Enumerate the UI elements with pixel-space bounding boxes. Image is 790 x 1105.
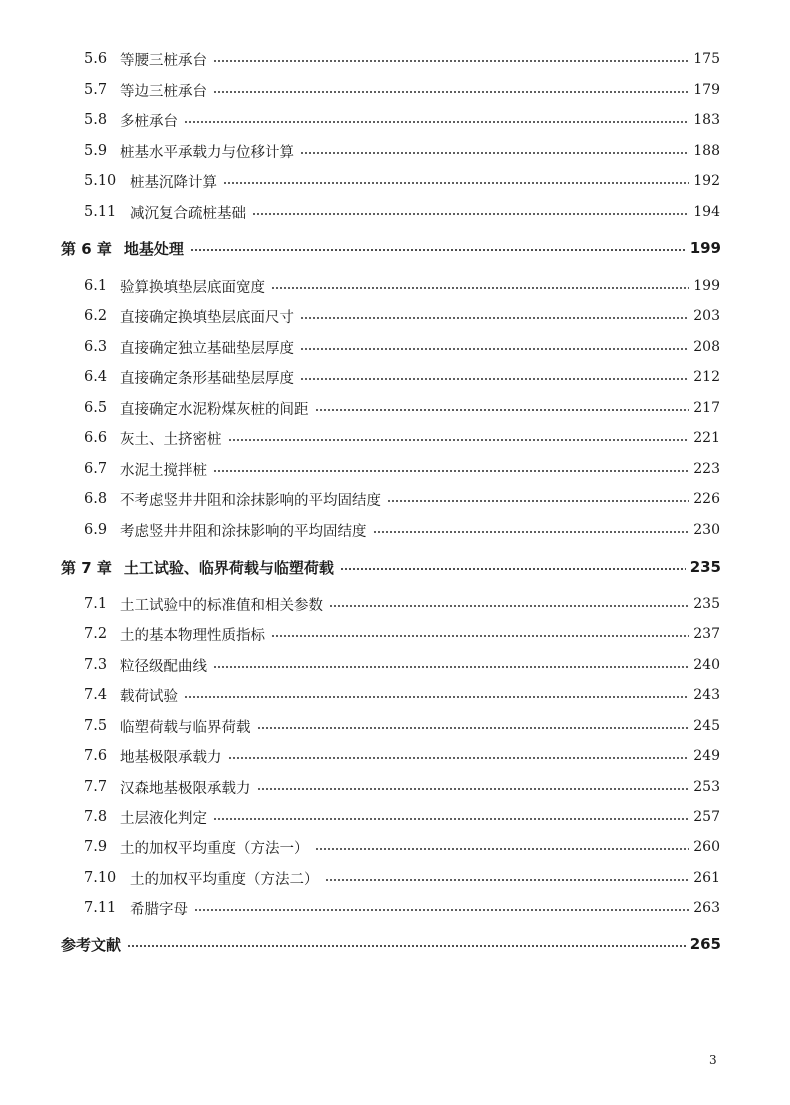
dot-leader [252, 213, 689, 215]
section-title: 土的加权平均重度（方法一） [120, 840, 309, 857]
toc-entry[interactable] [84, 805, 720, 829]
page-number: 221 [693, 430, 720, 446]
page-number: 223 [693, 461, 720, 477]
toc-entry[interactable] [84, 775, 720, 799]
section-title: 考虑竖井井阻和涂抹影响的平均固结度 [120, 523, 367, 540]
page-number: 245 [693, 718, 720, 734]
section-title: 桩基沉降计算 [130, 174, 217, 191]
toc-entry[interactable] [84, 335, 720, 359]
dot-leader [213, 818, 689, 820]
dot-leader [329, 605, 689, 607]
toc-entry[interactable] [84, 457, 720, 481]
dot-leader [257, 788, 690, 790]
dot-leader [228, 757, 690, 759]
toc-entry[interactable] [84, 487, 720, 511]
toc-entry[interactable] [84, 108, 720, 132]
page-number: 240 [693, 657, 720, 673]
dot-leader [228, 439, 690, 441]
toc-entry[interactable] [84, 200, 720, 224]
page-number: 226 [693, 491, 720, 507]
page-number: 237 [693, 626, 720, 642]
toc-entry[interactable] [84, 365, 720, 389]
section-title: 载荷试验 [120, 688, 178, 705]
page-number: 253 [693, 779, 720, 795]
chapter-title: 参考文献 [61, 935, 122, 954]
toc-entry[interactable] [84, 169, 720, 193]
toc-entry[interactable] [84, 78, 720, 102]
dot-leader [387, 500, 689, 502]
dot-leader [257, 727, 690, 729]
page-number: 212 [693, 369, 720, 385]
toc-entry[interactable] [84, 518, 720, 542]
page-number: 208 [693, 339, 720, 355]
section-title: 直接确定水泥粉煤灰桩的间距 [120, 401, 309, 418]
toc-entry[interactable] [84, 683, 720, 707]
page-number: 183 [693, 112, 720, 128]
section-title: 多桩承台 [120, 113, 178, 130]
page-number: 175 [693, 51, 720, 67]
dot-leader [194, 909, 689, 911]
section-number: 7.4 [84, 687, 108, 703]
toc-chapter-7[interactable] [61, 555, 721, 579]
section-number: 7.8 [84, 809, 108, 825]
toc-entry[interactable] [84, 396, 720, 420]
section-title: 减沉复合疏桩基础 [130, 205, 246, 222]
dot-leader [325, 879, 690, 881]
section-number: 6.1 [84, 278, 108, 294]
toc-entry[interactable] [84, 622, 720, 646]
page-number: 199 [689, 239, 721, 257]
dot-leader [300, 378, 689, 380]
toc-entry[interactable] [84, 653, 720, 677]
section-title: 临塑荷载与临界荷载 [120, 719, 251, 736]
dot-leader [300, 152, 689, 154]
page-number: 235 [693, 596, 720, 612]
dot-leader [373, 531, 690, 533]
section-number: 5.8 [84, 112, 108, 128]
page-number: 188 [693, 143, 720, 159]
dot-leader [315, 409, 690, 411]
section-number: 7.10 [84, 870, 117, 886]
dot-leader [300, 317, 689, 319]
toc-entry[interactable] [84, 866, 720, 890]
dot-leader [213, 91, 689, 93]
dot-leader [300, 348, 689, 350]
section-number: 6.6 [84, 430, 108, 446]
section-number: 6.8 [84, 491, 108, 507]
section-number: 6.9 [84, 522, 108, 538]
page-number: 260 [693, 839, 720, 855]
page-number: 249 [693, 748, 720, 764]
page-number: 235 [689, 558, 721, 576]
section-number: 7.7 [84, 779, 108, 795]
dot-leader [184, 121, 689, 123]
dot-leader [271, 635, 689, 637]
section-number: 7.1 [84, 596, 108, 612]
section-title: 等边三桩承台 [120, 83, 207, 100]
toc-entry[interactable] [84, 744, 720, 768]
dot-leader [190, 249, 686, 251]
toc-entry[interactable] [84, 835, 720, 859]
page-number: 217 [693, 400, 720, 416]
dot-leader [271, 287, 689, 289]
section-title: 粒径级配曲线 [120, 658, 207, 675]
chapter-title: 地基处理 [123, 239, 184, 258]
chapter-title: 土工试验、临界荷载与临塑荷载 [123, 558, 334, 577]
dot-leader [340, 568, 686, 570]
section-title: 灰土、土挤密桩 [120, 431, 222, 448]
section-title: 汉森地基极限承载力 [120, 780, 251, 797]
section-title: 验算换填垫层底面宽度 [120, 279, 265, 296]
section-title: 水泥土搅拌桩 [120, 462, 207, 479]
toc-entry[interactable] [84, 139, 720, 163]
section-number: 7.3 [84, 657, 108, 673]
section-number: 6.4 [84, 369, 108, 385]
section-number: 7.5 [84, 718, 108, 734]
section-number: 5.11 [84, 204, 117, 220]
dot-leader [184, 696, 689, 698]
toc-entry[interactable] [84, 304, 720, 328]
toc-entry[interactable] [84, 274, 720, 298]
dot-leader [213, 60, 689, 62]
section-title: 直接确定独立基础垫层厚度 [120, 340, 294, 357]
page-number: 263 [693, 900, 720, 916]
toc-entry[interactable] [84, 47, 720, 71]
section-title: 不考虑竖井井阻和涂抹影响的平均固结度 [120, 492, 381, 509]
page-number: 199 [693, 278, 720, 294]
toc-entry[interactable] [84, 592, 720, 616]
toc-references[interactable] [61, 932, 721, 956]
dot-leader [213, 666, 689, 668]
page-number: 203 [693, 308, 720, 324]
section-number: 7.11 [84, 900, 117, 916]
page-number: 265 [689, 935, 721, 953]
section-title: 地基极限承载力 [120, 749, 222, 766]
dot-leader [223, 182, 689, 184]
section-title: 土层液化判定 [120, 810, 207, 827]
dot-leader [127, 945, 686, 947]
dot-leader [315, 848, 690, 850]
section-number: 5.7 [84, 82, 108, 98]
page-number: 230 [693, 522, 720, 538]
section-title: 等腰三桩承台 [120, 52, 207, 69]
section-number: 5.9 [84, 143, 108, 159]
page-number: 261 [693, 870, 720, 886]
section-number: 6.3 [84, 339, 108, 355]
toc-entry[interactable] [84, 426, 720, 450]
page-number: 257 [693, 809, 720, 825]
section-number: 6.7 [84, 461, 108, 477]
page-number: 192 [693, 173, 720, 189]
section-title: 直接确定条形基础垫层厚度 [120, 370, 294, 387]
page-number: 179 [693, 82, 720, 98]
page-number: 243 [693, 687, 720, 703]
section-title: 土的基本物理性质指标 [120, 627, 265, 644]
section-title: 土工试验中的标准值和相关参数 [120, 597, 323, 614]
section-number: 7.6 [84, 748, 108, 764]
section-title: 土的加权平均重度（方法二） [130, 871, 319, 888]
toc-entry[interactable] [84, 896, 720, 920]
page-number: 194 [693, 204, 720, 220]
section-number: 5.10 [84, 173, 117, 189]
section-number: 6.5 [84, 400, 108, 416]
chapter-number: 第 7 章 [61, 558, 112, 577]
folio-page-number: 3 [709, 1053, 717, 1067]
toc-chapter-6[interactable] [61, 236, 721, 260]
section-title: 直接确定换填垫层底面尺寸 [120, 309, 294, 326]
dot-leader [213, 470, 689, 472]
section-title: 希腊字母 [130, 901, 188, 918]
toc-entry[interactable] [84, 714, 720, 738]
section-number: 7.2 [84, 626, 108, 642]
section-number: 7.9 [84, 839, 108, 855]
section-number: 6.2 [84, 308, 108, 324]
section-title: 桩基水平承载力与位移计算 [120, 144, 294, 161]
chapter-number: 第 6 章 [61, 239, 112, 258]
section-number: 5.6 [84, 51, 108, 67]
